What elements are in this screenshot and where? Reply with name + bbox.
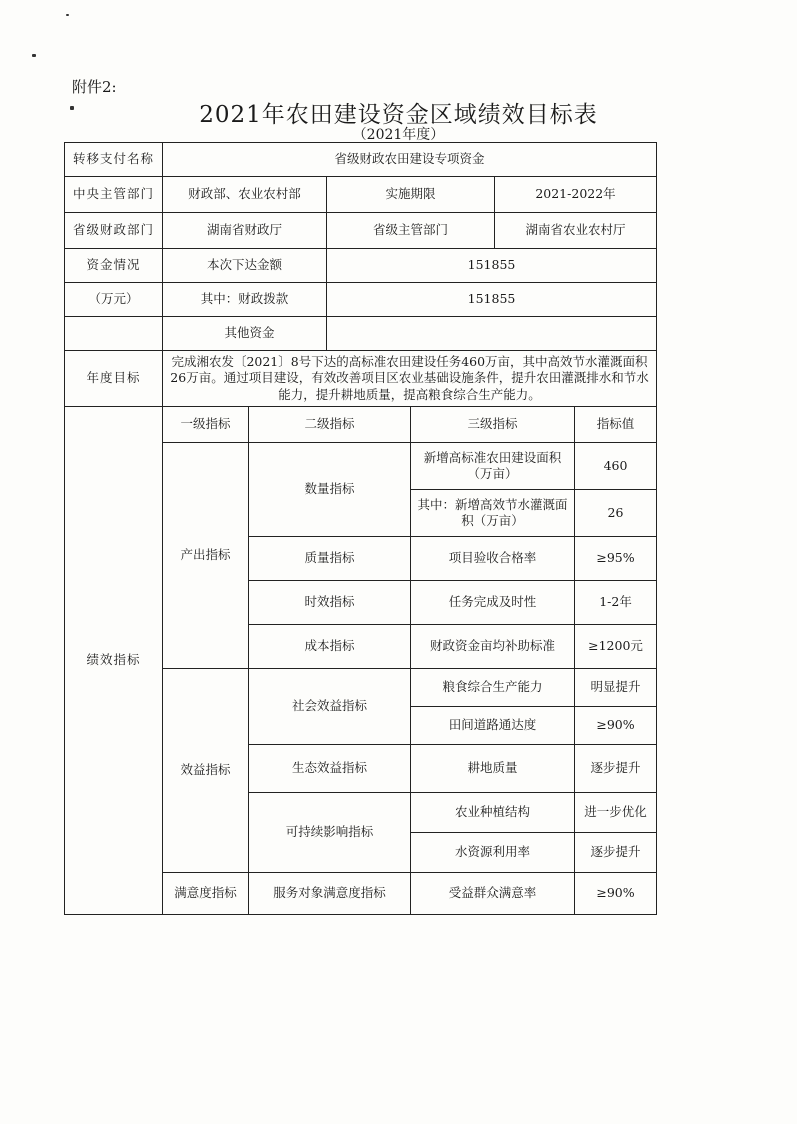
beneficiary-satisfaction: 受益群众满意率 <box>411 873 575 915</box>
task-timeliness-value: 1-2年 <box>575 581 657 625</box>
new-farmland-area: 新增高标准农田建设面积（万亩） <box>411 443 575 490</box>
funds-unit: （万元） <box>65 283 163 317</box>
quality-indicator-label: 质量指标 <box>249 537 411 581</box>
header-level1: 一级指标 <box>163 407 249 443</box>
table-row <box>65 407 657 443</box>
new-farmland-area-value: 460 <box>575 443 657 490</box>
header-level3: 三级指标 <box>411 407 575 443</box>
table-row <box>65 177 657 213</box>
period-value: 2021-2022年 <box>495 177 657 213</box>
scan-speck <box>32 54 36 57</box>
sustainability-label: 可持续影响指标 <box>249 793 411 873</box>
grain-capacity: 粮食综合生产能力 <box>411 669 575 707</box>
road-access-value: ≥90% <box>575 707 657 745</box>
output-indicator-label: 产出指标 <box>163 443 249 669</box>
water-utilization-value: 逐步提升 <box>575 833 657 873</box>
subsidy-standard: 财政资金亩均补助标准 <box>411 625 575 669</box>
timeliness-indicator-label: 时效指标 <box>249 581 411 625</box>
empty-cell <box>65 317 163 351</box>
soil-quality-value: 逐步提升 <box>575 745 657 793</box>
satisfaction-indicator-label: 满意度指标 <box>163 873 249 915</box>
acceptance-rate: 项目验收合格率 <box>411 537 575 581</box>
subsidy-standard-value: ≥1200元 <box>575 625 657 669</box>
table-row <box>65 213 657 249</box>
central-dept-value: 财政部、农业农村部 <box>163 177 327 213</box>
header-value: 指标值 <box>575 407 657 443</box>
table-row <box>65 351 657 407</box>
fiscal-value: 151855 <box>327 283 657 317</box>
page-title: 2021年农田建设资金区域绩效目标表 <box>199 102 598 128</box>
central-dept-label: 中央主管部门 <box>65 177 163 213</box>
prov-finance-label: 省级财政部门 <box>65 213 163 249</box>
prov-dept-value: 湖南省农业农村厅 <box>495 213 657 249</box>
scan-speck <box>66 14 69 16</box>
funds-label: 资金情况 <box>65 249 163 283</box>
prov-dept-label: 省级主管部门 <box>327 213 495 249</box>
prov-finance-value: 湖南省财政厅 <box>163 213 327 249</box>
table-row <box>65 249 657 283</box>
quantity-indicator-label: 数量指标 <box>249 443 411 537</box>
page-subtitle: （2021年度） <box>352 127 445 143</box>
eco-benefit-label: 生态效益指标 <box>249 745 411 793</box>
other-funds-value <box>327 317 657 351</box>
grain-capacity-value: 明显提升 <box>575 669 657 707</box>
water-utilization: 水资源利用率 <box>411 833 575 873</box>
road-access: 田间道路通达度 <box>411 707 575 745</box>
task-timeliness: 任务完成及时性 <box>411 581 575 625</box>
table-row <box>65 283 657 317</box>
annual-goal-text: 完成湘农发〔2021〕8号下达的高标准农田建设任务460万亩，其中高效节水灌溉面积26万亩。通过项目建设，有效改善项目区农业基础设施条件，提升农田灌溉排水和节水能力，提升耕地质量，提高粮食综合生产能力。 <box>163 351 657 407</box>
social-benefit-label: 社会效益指标 <box>249 669 411 745</box>
performance-label: 绩效指标 <box>65 407 163 915</box>
current-amount-label: 本次下达金额 <box>163 249 327 283</box>
acceptance-rate-value: ≥95% <box>575 537 657 581</box>
transfer-value: 省级财政农田建设专项资金 <box>163 143 657 177</box>
annual-goal-label: 年度目标 <box>65 351 163 407</box>
table-row <box>65 143 657 177</box>
period-label: 实施期限 <box>327 177 495 213</box>
water-saving-area: 其中：新增高效节水灌溉面积（万亩） <box>411 490 575 537</box>
benefit-indicator-label: 效益指标 <box>163 669 249 873</box>
soil-quality: 耕地质量 <box>411 745 575 793</box>
attachment-label: 附件2: <box>72 78 117 96</box>
service-satisfaction-label: 服务对象满意度指标 <box>249 873 411 915</box>
planting-structure: 农业种植结构 <box>411 793 575 833</box>
beneficiary-satisfaction-value: ≥90% <box>575 873 657 915</box>
planting-structure-value: 进一步优化 <box>575 793 657 833</box>
performance-table <box>64 142 657 915</box>
fiscal-label: 其中：财政拨款 <box>163 283 327 317</box>
cost-indicator-label: 成本指标 <box>249 625 411 669</box>
other-funds-label: 其他资金 <box>163 317 327 351</box>
header-level2: 二级指标 <box>249 407 411 443</box>
water-saving-area-value: 26 <box>575 490 657 537</box>
current-amount-value: 151855 <box>327 249 657 283</box>
table-row <box>65 317 657 351</box>
transfer-label: 转移支付名称 <box>65 143 163 177</box>
